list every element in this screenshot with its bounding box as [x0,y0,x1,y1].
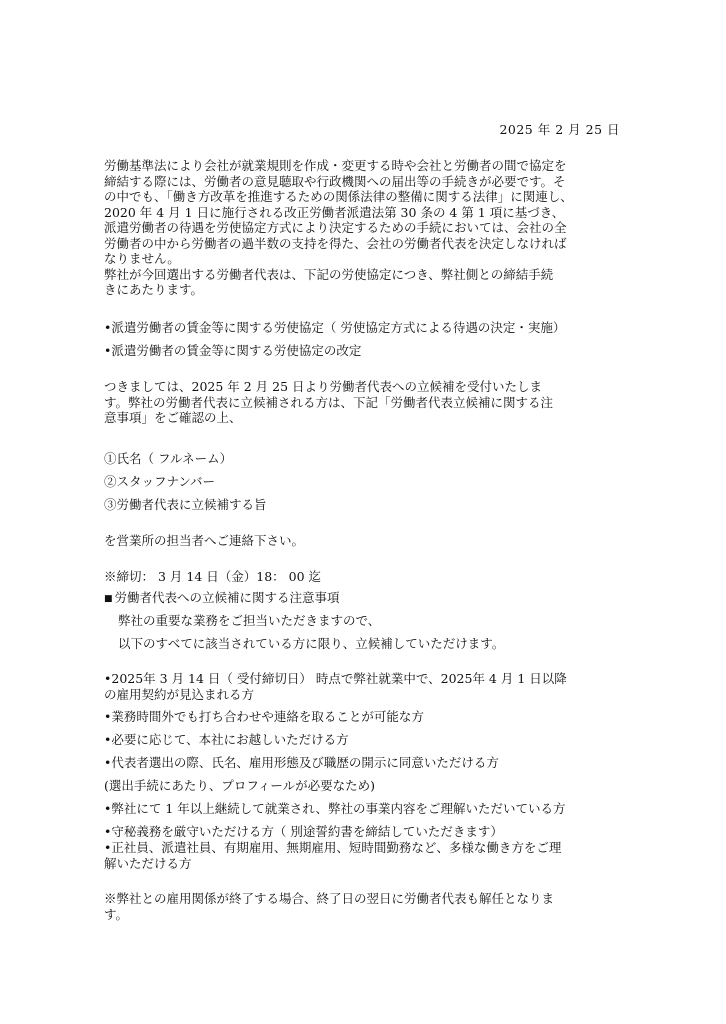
footer-note [104,891,624,922]
condition-line: 解いただける方 [104,855,192,871]
notes-heading [104,590,624,609]
footer-line: す。 [104,906,129,922]
candidacy-line: つきましては、2025 年 2 月 25 日より労働者代表への立候補を受付いたしま [104,379,543,394]
intro-line: 弊社が今回選出する労働者代表は、下記の労使協定につき、弊社側との締結手続 [104,266,554,282]
condition-item [104,732,624,748]
intro-line: 労働者の中から労働者の過半数の支持を得た、会社の労働者代表を決定しなければ [104,235,567,251]
intro-paragraph [104,158,624,298]
notes-intro-line: 弊社の重要な業務をご担当いただきますので、 [118,613,381,628]
condition-line: •2025年 3 月 14 日（ 受付締切日） 時点で弊社就業中で、2025年 4 月 1 日以降 [104,671,567,686]
required-item [104,451,624,467]
contact-text: を営業所の担当者へご連絡下さい。 [104,533,305,548]
condition-line: •必要に応じて、本社にお越しいただける方 [104,732,349,747]
notes-title: 労働者代表への立候補に関する注意事項 [114,590,340,605]
agreement-item: •派遣労働者の賃金等に関する労使協定の改定 [104,343,362,358]
condition-line: の雇用契約が見込まれる方 [104,686,255,702]
intro-line: 2020 年 4 月 1 日に施行される改正労働者派遣法第 30 条の 4 第 1 項に基づき、 [104,204,565,220]
condition-line: •業務時間外でも打ち合わせや連絡を取ることが可能な方 [104,709,424,724]
contact-instruction [104,533,624,549]
intro-line: 派遣労働者の待遇を労使協定方式により決定するための手続においては、会社の全 [104,220,567,235]
candidacy-paragraph [104,379,624,426]
required-item-name: ①氏名（ フルネーム） [104,451,233,466]
agreement-item: •派遣労働者の賃金等に関する労使協定（ 労使協定方式による待遇の決定・実施） [104,320,566,335]
condition-item [104,709,624,725]
condition-line: •代表者選出の際、氏名、雇用形態及び職歴の開示に同意いただける方 [104,755,499,770]
required-item [104,474,624,490]
condition-line: •正社員、派遣社員、有期雇用、無期雇用、短時間勤務など、多様な働き方をご理 [104,840,562,855]
intro-line: きにあたります。 [104,282,204,297]
required-item-staff-number: ②スタッフナンバー [104,474,216,489]
condition-line: •守秘義務を厳守いただける方（ 別途誓約書を締結していただきます） [104,824,503,839]
condition-item [104,840,624,871]
condition-line: (選出手続にあたり、プロフィールが必要なため) [104,778,376,793]
agreement-list-2 [104,343,624,359]
notes-intro [118,636,638,652]
candidacy-line: 意事項」をご確認の上、 [104,410,242,425]
square-bullet-icon [104,590,115,605]
notes-intro [118,613,638,629]
required-item [104,497,624,513]
deadline [104,569,624,585]
footer-line: ※弊社との雇用関係が終了する場合、終了日の翌日に労働者代表も解任となりま [104,891,555,906]
condition-item [104,824,624,840]
intro-line: 労働基準法により会社が就業規則を作成・変更する時や会社と労働者の間で協定を [104,158,567,173]
intro-line: の中でも、「働き方改革を推進するための関係法律の整備に関する法律」に関連し、 [104,189,573,204]
deadline-text: ※締切： 3 月 14 日（金）18： 00 迄 [104,569,322,584]
condition-line: •弊社にて 1 年以上継続して就業され、弊社の事業内容をご理解いただいている方 [104,801,566,816]
intro-line: なりません。 [104,251,180,266]
required-item-intent: ③労働者代表に立候補する旨 [104,497,267,512]
agreement-list [104,320,624,336]
intro-line: 締結する際には、労働者の意見聴取や行政機関への届出等の手続きが必要です。そ [104,173,566,189]
condition-item [104,755,624,771]
condition-item [104,801,624,817]
condition-item [104,778,624,794]
notes-intro-line: 以下のすべてに該当されている方に限り、立候補していただけます。 [118,636,505,651]
candidacy-line: す。弊社の労働者代表に立候補される方は、下記「労働者代表立候補に関する注 [104,394,554,410]
document-date: 2025 年 2 月 25 日 [499,122,620,137]
condition-item [104,671,624,702]
